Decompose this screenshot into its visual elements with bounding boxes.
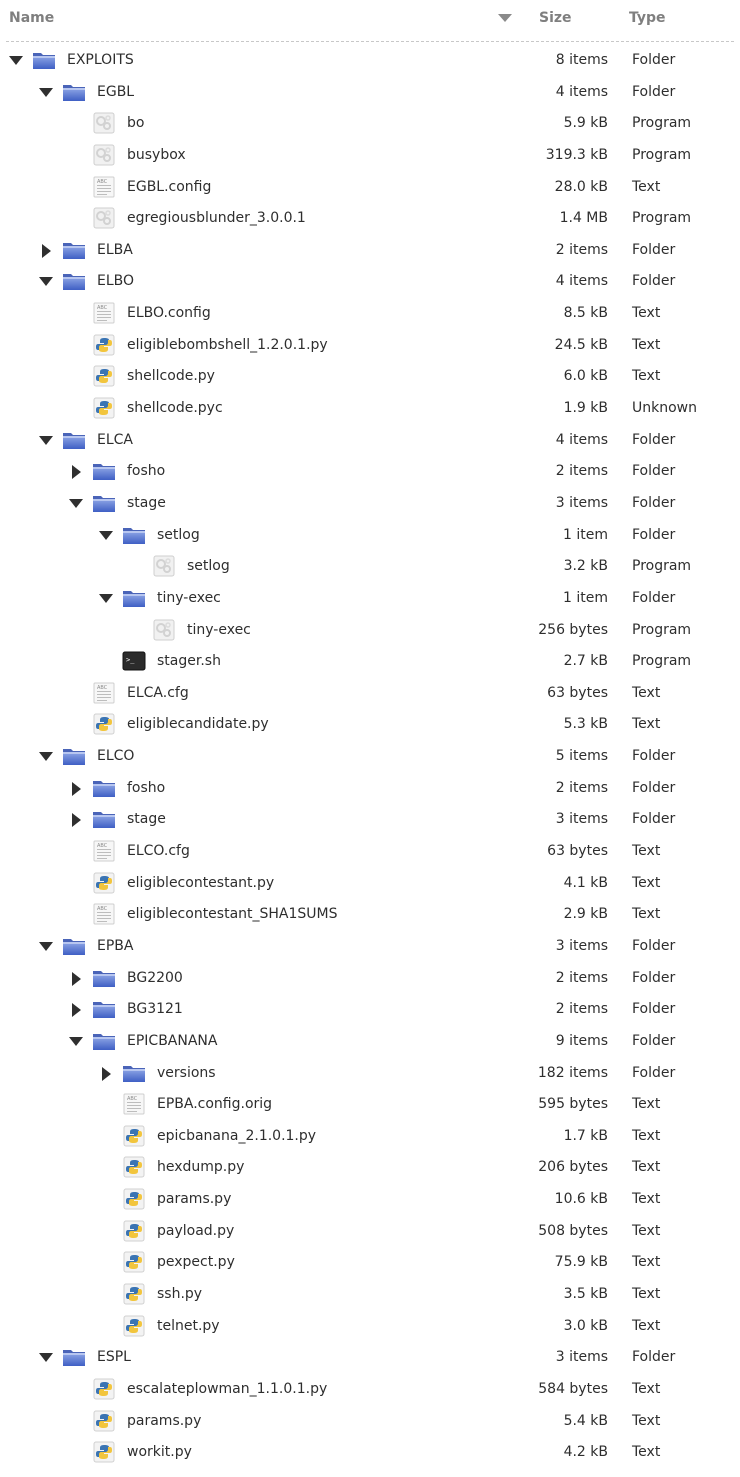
python-file-icon xyxy=(92,396,116,420)
folder-icon xyxy=(122,523,146,547)
item-type: Folder xyxy=(632,1064,676,1081)
item-name: stage xyxy=(127,811,166,828)
expanded-arrow-icon[interactable] xyxy=(39,1353,53,1362)
item-name: telnet.py xyxy=(157,1317,220,1334)
folder-row[interactable] xyxy=(0,520,740,552)
item-type: Text xyxy=(632,843,661,860)
folder-icon xyxy=(122,1061,146,1085)
item-name: eligiblebombshell_1.2.0.1.py xyxy=(127,336,328,353)
item-name: EPBA.config.orig xyxy=(157,1096,273,1113)
item-size: 9 items xyxy=(555,1032,608,1049)
python-file-icon xyxy=(92,712,116,736)
program-file-icon xyxy=(152,618,176,642)
program-file-icon xyxy=(92,111,116,135)
program-file-icon xyxy=(92,206,116,230)
collapsed-arrow-icon[interactable] xyxy=(72,782,81,796)
item-size: 4 items xyxy=(555,273,608,290)
text-file-icon xyxy=(122,1092,146,1116)
folder-row[interactable] xyxy=(0,931,740,963)
item-type: Folder xyxy=(632,1001,676,1018)
item-name: stage xyxy=(127,494,166,511)
item-size: 63 bytes xyxy=(547,684,608,701)
item-name: eligiblecandidate.py xyxy=(127,716,269,733)
item-size: 75.9 kB xyxy=(554,1254,608,1271)
folder-icon xyxy=(92,997,116,1021)
folder-row[interactable] xyxy=(0,741,740,773)
item-size: 3 items xyxy=(555,1349,608,1366)
folder-row[interactable] xyxy=(0,488,740,520)
item-size: 319.3 kB xyxy=(545,146,608,163)
item-type: Text xyxy=(632,1380,661,1397)
item-type: Folder xyxy=(632,1032,676,1049)
item-type: Folder xyxy=(632,463,676,480)
file-row[interactable] xyxy=(0,203,740,235)
item-name: EGBL.config xyxy=(127,178,212,195)
item-name: eligiblecontestant_SHA1SUMS xyxy=(127,906,338,923)
item-size: 28.0 kB xyxy=(554,178,608,195)
item-size: 5.9 kB xyxy=(563,115,608,132)
file-row[interactable] xyxy=(0,1374,740,1406)
item-type: Folder xyxy=(632,273,676,290)
file-row[interactable] xyxy=(0,678,740,710)
item-name: eligiblecontestant.py xyxy=(127,874,275,891)
folder-row[interactable] xyxy=(0,963,740,995)
file-tree xyxy=(0,45,740,1469)
item-name: workit.py xyxy=(127,1444,192,1461)
item-size: 3.0 kB xyxy=(563,1317,608,1334)
expanded-arrow-icon[interactable] xyxy=(69,1037,83,1046)
item-size: 508 bytes xyxy=(538,1222,608,1239)
item-name: ELCA.cfg xyxy=(127,684,189,701)
item-name: shellcode.pyc xyxy=(127,400,223,417)
item-type: Program xyxy=(632,115,692,132)
item-name: EGBL xyxy=(97,83,135,100)
folder-icon xyxy=(92,807,116,831)
folder-icon xyxy=(122,586,146,610)
item-type: Text xyxy=(632,1444,661,1461)
item-type: Folder xyxy=(632,431,676,448)
folder-icon xyxy=(62,744,86,768)
folder-icon xyxy=(92,459,116,483)
collapsed-arrow-icon[interactable] xyxy=(102,1067,111,1081)
folder-icon xyxy=(62,238,86,262)
item-size: 4 items xyxy=(555,83,608,100)
python-file-icon xyxy=(92,364,116,388)
item-name: ELBA xyxy=(97,241,133,258)
folder-row[interactable] xyxy=(0,1058,740,1090)
text-file-icon xyxy=(92,175,116,199)
size-column-header[interactable]: Size xyxy=(539,10,572,26)
file-row[interactable] xyxy=(0,1089,740,1121)
item-name: setlog xyxy=(157,526,200,543)
folder-row[interactable] xyxy=(0,77,740,109)
item-type: Text xyxy=(632,336,661,353)
item-size: 595 bytes xyxy=(538,1096,608,1113)
item-name: ELCA xyxy=(97,431,133,448)
file-row[interactable] xyxy=(0,140,740,172)
item-name: busybox xyxy=(127,146,186,163)
item-type: Text xyxy=(632,1222,661,1239)
item-size: 5.4 kB xyxy=(563,1412,608,1429)
collapsed-arrow-icon[interactable] xyxy=(42,244,51,258)
folder-icon xyxy=(62,428,86,452)
svg-text:ABC: ABC xyxy=(97,906,108,913)
python-file-icon xyxy=(122,1124,146,1148)
sort-descending-icon[interactable] xyxy=(498,14,512,22)
item-type: Text xyxy=(632,1317,661,1334)
expanded-arrow-icon[interactable] xyxy=(39,752,53,761)
file-row[interactable] xyxy=(0,330,740,362)
text-file-icon xyxy=(92,301,116,325)
item-name: EPBA xyxy=(97,937,134,954)
item-size: 1 item xyxy=(563,526,608,543)
terminal-script-icon xyxy=(122,649,146,673)
folder-row[interactable] xyxy=(0,1026,740,1058)
item-name: EPICBANANA xyxy=(127,1032,218,1049)
item-size: 3 items xyxy=(555,494,608,511)
program-file-icon xyxy=(92,143,116,167)
item-name: params.py xyxy=(157,1191,232,1208)
item-type: Folder xyxy=(632,241,676,258)
item-name: ELCO xyxy=(97,748,135,765)
item-type: Text xyxy=(632,368,661,385)
item-name: ELCO.cfg xyxy=(127,843,190,860)
item-type: Text xyxy=(632,178,661,195)
item-name: fosho xyxy=(127,779,166,796)
python-file-icon xyxy=(122,1187,146,1211)
folder-row[interactable] xyxy=(0,266,740,298)
python-file-icon xyxy=(92,1409,116,1433)
item-type: Folder xyxy=(632,526,676,543)
file-row[interactable] xyxy=(0,646,740,678)
folder-row[interactable] xyxy=(0,456,740,488)
item-name: shellcode.py xyxy=(127,368,215,385)
folder-icon xyxy=(92,966,116,990)
folder-icon xyxy=(32,48,56,72)
item-size: 206 bytes xyxy=(538,1159,608,1176)
item-name: bo xyxy=(127,115,145,132)
collapsed-arrow-icon[interactable] xyxy=(72,813,81,827)
item-size: 2 items xyxy=(555,779,608,796)
file-row[interactable] xyxy=(0,1184,740,1216)
header-divider xyxy=(6,41,734,42)
item-size: 1.4 MB xyxy=(559,210,608,227)
item-name: fosho xyxy=(127,463,166,480)
file-row[interactable] xyxy=(0,108,740,140)
item-type: Program xyxy=(632,621,692,638)
item-type: Folder xyxy=(632,52,676,68)
folder-icon xyxy=(92,776,116,800)
item-type: Text xyxy=(632,716,661,733)
item-type: Text xyxy=(632,1285,661,1302)
item-type: Folder xyxy=(632,83,676,100)
item-size: 2 items xyxy=(555,463,608,480)
item-size: 182 items xyxy=(537,1064,608,1081)
expanded-arrow-icon[interactable] xyxy=(69,499,83,508)
item-size: 4 items xyxy=(555,431,608,448)
file-row[interactable] xyxy=(0,899,740,931)
item-size: 4.1 kB xyxy=(563,874,608,891)
item-size: 10.6 kB xyxy=(554,1191,608,1208)
item-size: 3.2 kB xyxy=(563,558,608,575)
item-size: 24.5 kB xyxy=(554,336,608,353)
item-size: 63 bytes xyxy=(547,843,608,860)
item-size: 1 item xyxy=(563,589,608,606)
item-size: 8.5 kB xyxy=(563,305,608,322)
python-file-icon xyxy=(122,1282,146,1306)
item-name: ESPL xyxy=(97,1349,131,1366)
file-row[interactable] xyxy=(0,868,740,900)
item-size: 5 items xyxy=(555,748,608,765)
item-size: 3.5 kB xyxy=(563,1285,608,1302)
folder-row[interactable] xyxy=(0,804,740,836)
text-file-icon xyxy=(92,839,116,863)
item-type: Program xyxy=(632,210,692,227)
folder-row[interactable] xyxy=(0,773,740,805)
item-type: Unknown xyxy=(632,400,697,417)
item-name: epicbanana_2.1.0.1.py xyxy=(157,1127,317,1144)
item-name: ssh.py xyxy=(157,1285,203,1302)
item-size: 6.0 kB xyxy=(563,368,608,385)
name-column-header[interactable]: Name xyxy=(9,10,55,26)
item-type: Text xyxy=(632,1096,661,1113)
folder-row[interactable] xyxy=(0,583,740,615)
expanded-arrow-icon[interactable] xyxy=(99,531,113,540)
expanded-arrow-icon[interactable] xyxy=(39,277,53,286)
file-row[interactable] xyxy=(0,1247,740,1279)
svg-text:ABC: ABC xyxy=(97,305,108,312)
item-size: 1.7 kB xyxy=(563,1127,608,1144)
item-name: setlog xyxy=(187,558,230,575)
item-name: ELBO.config xyxy=(127,305,211,322)
item-name: tiny-exec xyxy=(157,589,221,606)
python-file-icon xyxy=(92,1377,116,1401)
folder-icon xyxy=(92,491,116,515)
item-name: hexdump.py xyxy=(157,1159,245,1176)
item-type: Text xyxy=(632,874,661,891)
item-size: 1.9 kB xyxy=(563,400,608,417)
item-size: 2.9 kB xyxy=(563,906,608,923)
item-type: Folder xyxy=(632,1349,676,1366)
type-column-header[interactable]: Type xyxy=(629,10,666,26)
item-type: Folder xyxy=(632,937,676,954)
text-file-icon xyxy=(92,681,116,705)
expanded-arrow-icon[interactable] xyxy=(99,594,113,603)
item-type: Text xyxy=(632,1412,661,1429)
item-name: tiny-exec xyxy=(187,621,251,638)
item-size: 5.3 kB xyxy=(563,716,608,733)
item-type: Text xyxy=(632,305,661,322)
folder-row[interactable] xyxy=(0,994,740,1026)
python-file-icon xyxy=(122,1155,146,1179)
file-row[interactable] xyxy=(0,1406,740,1438)
item-type: Folder xyxy=(632,969,676,986)
expanded-arrow-icon[interactable] xyxy=(9,56,23,65)
item-type: Folder xyxy=(632,779,676,796)
file-row[interactable] xyxy=(0,1311,740,1343)
column-header-bar xyxy=(0,0,740,40)
python-file-icon xyxy=(122,1250,146,1274)
folder-icon xyxy=(62,80,86,104)
collapsed-arrow-icon[interactable] xyxy=(72,972,81,986)
item-type: Text xyxy=(632,1159,661,1176)
item-size: 2 items xyxy=(555,1001,608,1018)
file-row[interactable] xyxy=(0,1121,740,1153)
item-size: 584 bytes xyxy=(538,1380,608,1397)
item-name: BG2200 xyxy=(127,969,183,986)
collapsed-arrow-icon[interactable] xyxy=(72,465,81,479)
item-size: 2 items xyxy=(555,969,608,986)
python-file-icon xyxy=(92,333,116,357)
program-file-icon xyxy=(152,554,176,578)
item-name: payload.py xyxy=(157,1222,235,1239)
folder-icon xyxy=(62,1345,86,1369)
item-type: Text xyxy=(632,1254,661,1271)
item-type: Text xyxy=(632,1127,661,1144)
item-type: Program xyxy=(632,653,692,670)
file-row[interactable] xyxy=(0,1437,740,1469)
item-size: 2 items xyxy=(555,241,608,258)
item-type: Folder xyxy=(632,494,676,511)
svg-text:>_: >_ xyxy=(126,656,135,665)
item-type: Program xyxy=(632,146,692,163)
item-name: BG3121 xyxy=(127,1001,183,1018)
item-name: escalateplowman_1.1.0.1.py xyxy=(127,1380,328,1397)
item-type: Folder xyxy=(632,748,676,765)
item-type: Folder xyxy=(632,811,676,828)
python-file-icon xyxy=(122,1219,146,1243)
folder-icon xyxy=(92,1029,116,1053)
folder-icon xyxy=(62,269,86,293)
python-file-icon xyxy=(122,1314,146,1338)
file-row[interactable] xyxy=(0,551,740,583)
item-name: ELBO xyxy=(97,273,135,290)
file-row[interactable] xyxy=(0,709,740,741)
folder-row[interactable] xyxy=(0,1342,740,1374)
item-name: pexpect.py xyxy=(157,1254,235,1271)
file-row[interactable] xyxy=(0,1279,740,1311)
folder-row[interactable] xyxy=(0,235,740,267)
file-row[interactable] xyxy=(0,1216,740,1248)
file-row[interactable] xyxy=(0,393,740,425)
file-row[interactable] xyxy=(0,298,740,330)
expanded-arrow-icon[interactable] xyxy=(39,942,53,951)
item-size: 3 items xyxy=(555,811,608,828)
file-row[interactable] xyxy=(0,615,740,647)
item-name: params.py xyxy=(127,1412,202,1429)
svg-text:ABC: ABC xyxy=(97,684,108,691)
item-type: Text xyxy=(632,684,661,701)
item-size: 8 items xyxy=(555,52,608,68)
item-size: 4.2 kB xyxy=(563,1444,608,1461)
item-type: Folder xyxy=(632,589,676,606)
item-name: versions xyxy=(157,1064,216,1081)
file-row[interactable] xyxy=(0,836,740,868)
svg-text:ABC: ABC xyxy=(127,1096,138,1103)
text-file-icon xyxy=(92,902,116,926)
file-row[interactable] xyxy=(0,172,740,204)
expanded-arrow-icon[interactable] xyxy=(39,88,53,97)
file-row[interactable] xyxy=(0,361,740,393)
item-size: 256 bytes xyxy=(538,621,608,638)
python-file-icon xyxy=(92,1440,116,1464)
folder-row[interactable] xyxy=(0,45,740,77)
folder-icon xyxy=(62,934,86,958)
expanded-arrow-icon[interactable] xyxy=(39,436,53,445)
item-type: Program xyxy=(632,558,692,575)
item-name: egregiousblunder_3.0.0.1 xyxy=(127,210,306,227)
item-size: 2.7 kB xyxy=(563,653,608,670)
item-name: stager.sh xyxy=(157,653,221,670)
collapsed-arrow-icon[interactable] xyxy=(72,1003,81,1017)
python-file-icon xyxy=(92,871,116,895)
item-type: Text xyxy=(632,1191,661,1208)
svg-text:ABC: ABC xyxy=(97,843,108,850)
item-type: Text xyxy=(632,906,661,923)
item-size: 3 items xyxy=(555,937,608,954)
folder-row[interactable] xyxy=(0,425,740,457)
item-name: EXPLOITS xyxy=(67,52,134,68)
file-row[interactable] xyxy=(0,1152,740,1184)
svg-text:ABC: ABC xyxy=(97,178,108,185)
